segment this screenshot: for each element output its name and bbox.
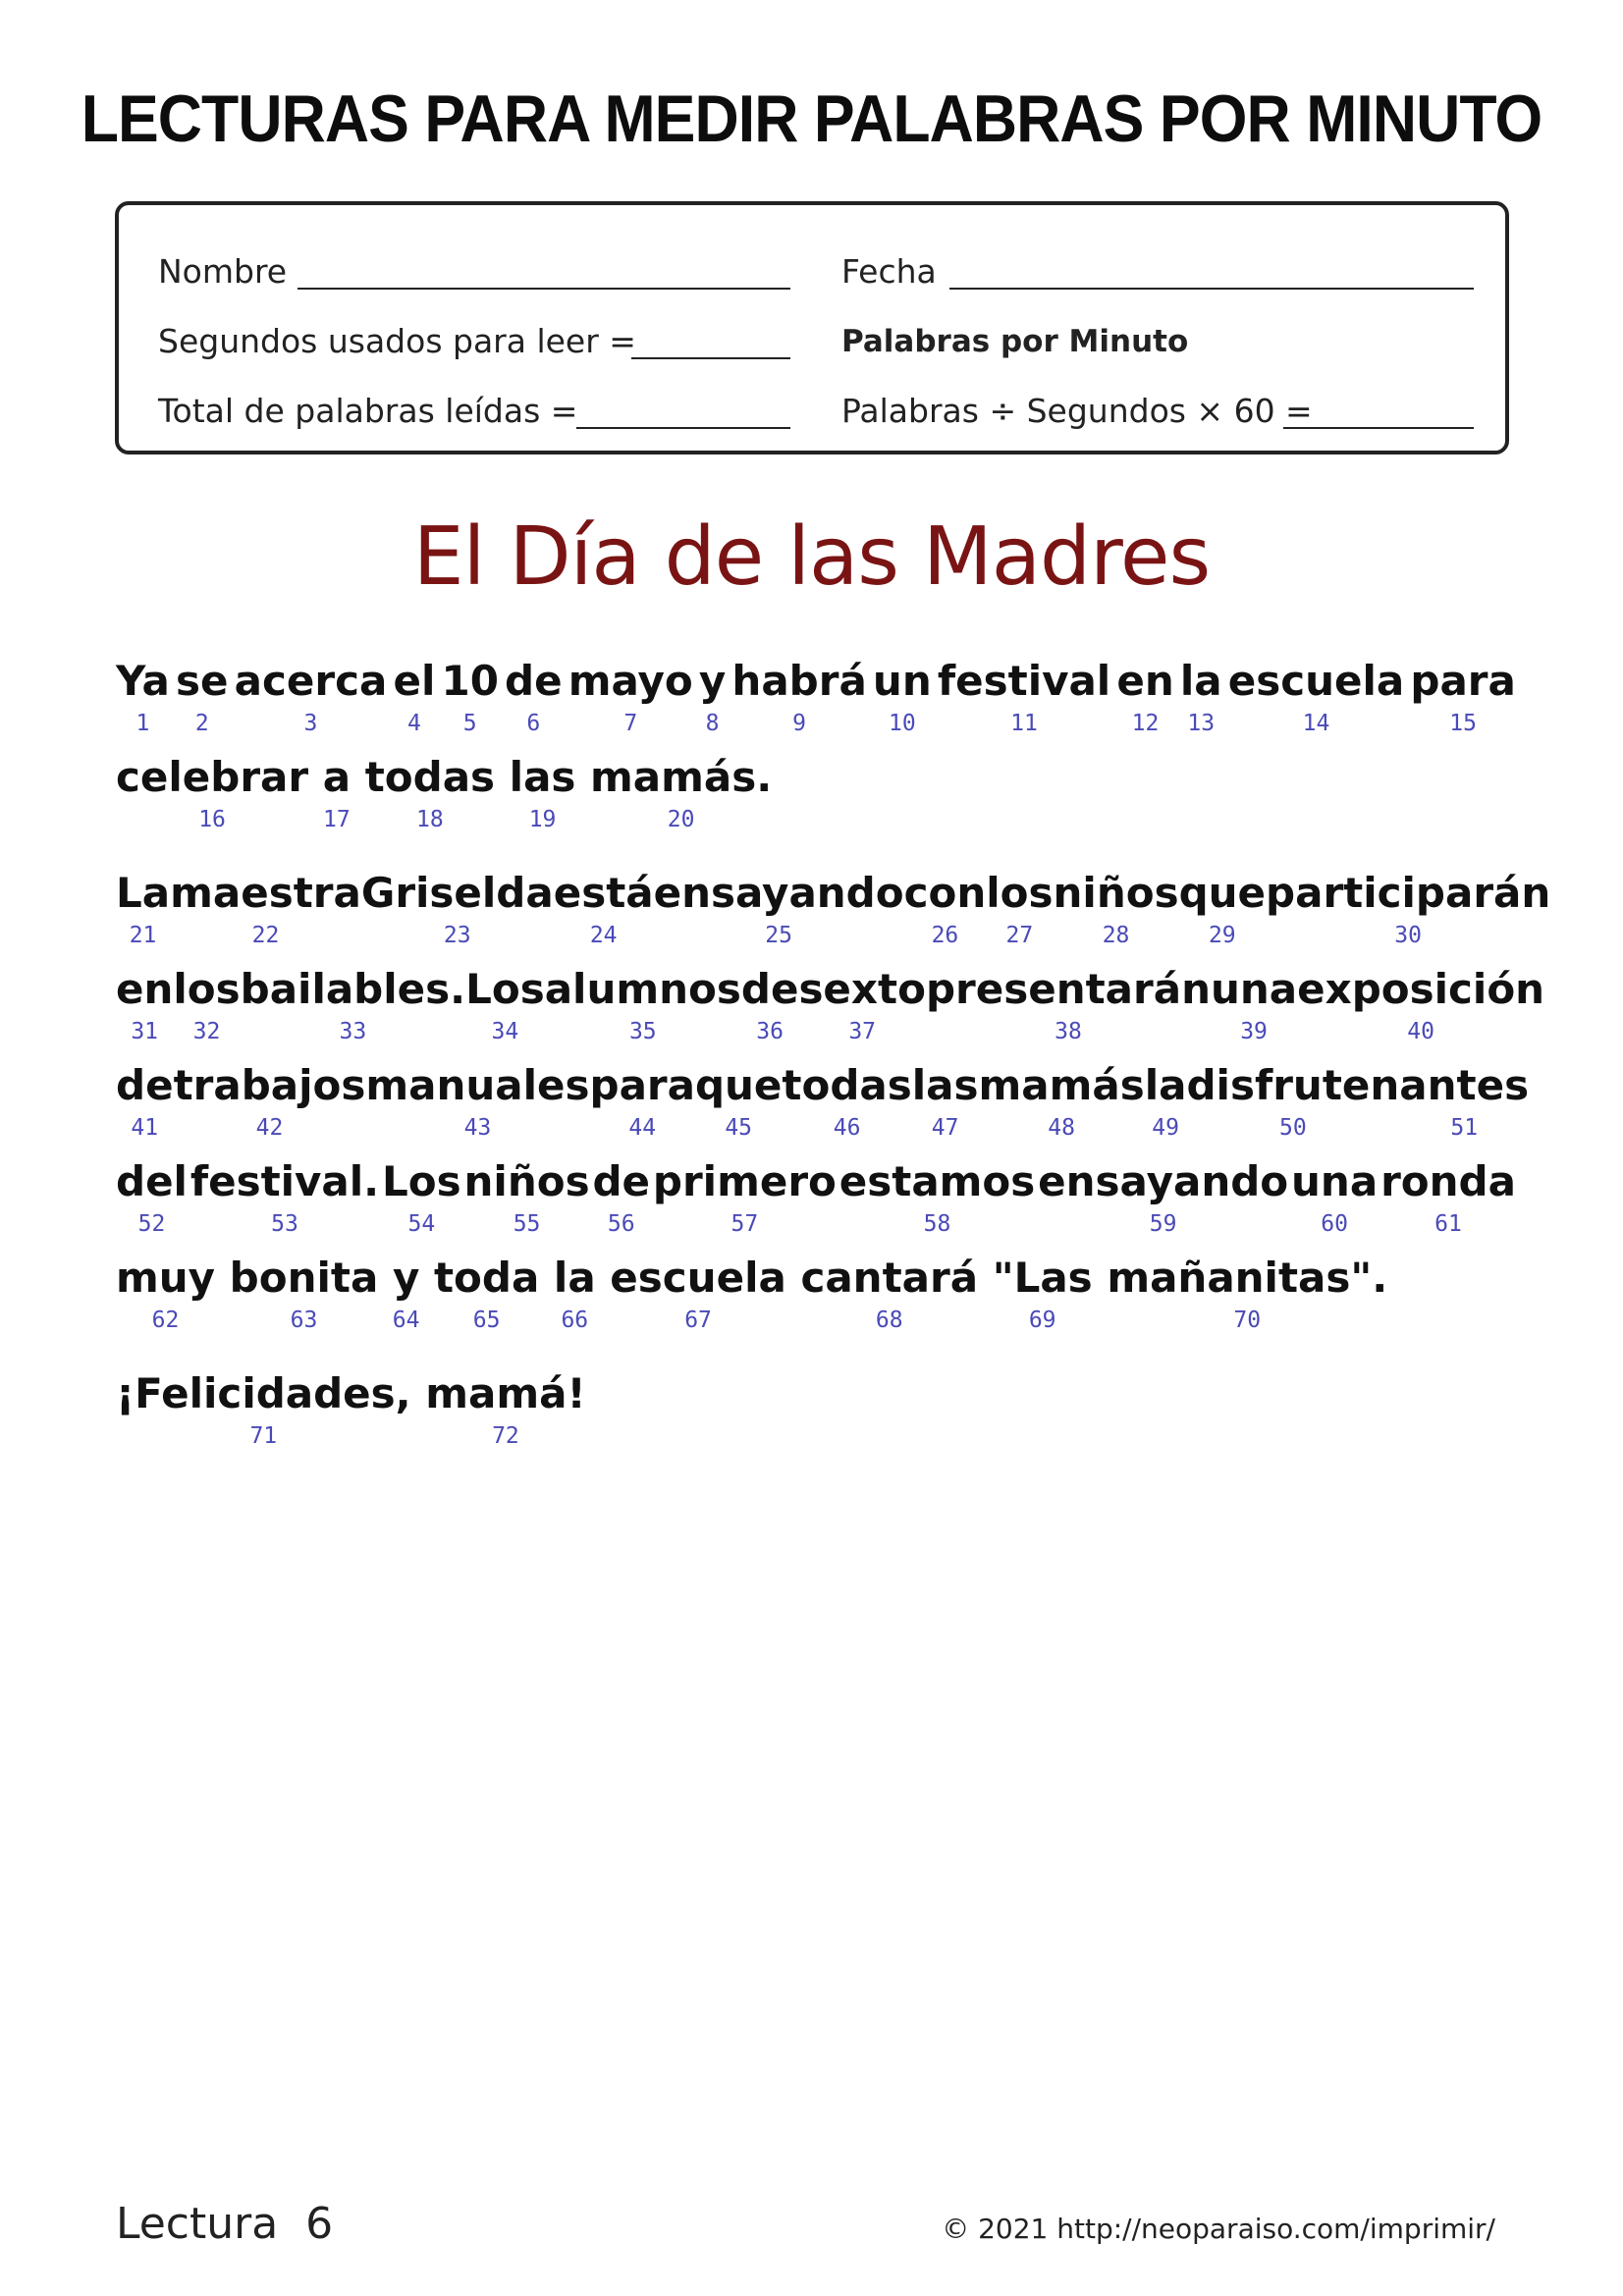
word-count-row — [116, 1308, 1516, 1337]
reading-word: las — [911, 1061, 979, 1109]
total-words-label: Total de palabras leídas = — [158, 392, 578, 430]
word-count-number: 66 — [561, 1308, 589, 1333]
word-count-number: 27 — [1005, 923, 1034, 948]
reading-word: Los — [465, 965, 545, 1013]
word-count-row — [116, 711, 1516, 740]
reading-line — [116, 1364, 1516, 1461]
reading-word: Ya — [116, 657, 170, 705]
reading-word: primero — [652, 1157, 837, 1205]
seconds-blank — [631, 357, 790, 359]
word-count-number: 60 — [1321, 1211, 1348, 1237]
reading-word: se — [176, 657, 229, 705]
date-blank — [949, 288, 1474, 290]
word-count-number: 44 — [628, 1115, 657, 1141]
reading-word: el — [393, 657, 436, 705]
word-count-number: 21 — [129, 923, 157, 948]
word-count-number: 35 — [628, 1019, 657, 1044]
reading-word: antes — [1399, 1061, 1530, 1109]
word-count-row — [116, 1423, 1516, 1453]
seconds-label: Segundos usados para leer = — [158, 322, 636, 360]
reading-line-text — [116, 1364, 1516, 1423]
word-count-number: 47 — [931, 1115, 959, 1141]
word-count-number: 15 — [1449, 711, 1477, 736]
word-count-number: 32 — [192, 1019, 221, 1044]
word-count-number: 62 — [151, 1308, 180, 1333]
total-words-blank — [576, 427, 790, 429]
date-label: Fecha — [841, 252, 937, 291]
reading-word: presentarán — [925, 965, 1211, 1013]
reading-word: la — [553, 1254, 596, 1302]
word-count-number: 6 — [526, 711, 541, 736]
reading-line — [116, 1249, 1516, 1345]
word-count-number: 10 — [888, 711, 916, 736]
word-count-number: 2 — [194, 711, 209, 736]
word-count-number: 70 — [1233, 1308, 1262, 1333]
word-count-number: 3 — [303, 711, 318, 736]
reading-word: celebrar — [116, 753, 309, 801]
reading-word: ronda — [1380, 1157, 1516, 1205]
reading-word: ensayando — [1038, 1157, 1289, 1205]
reading-word: acerca — [234, 657, 388, 705]
reading-word: de — [740, 965, 799, 1013]
name-label: Nombre — [158, 252, 288, 291]
reading-word: maestra — [170, 869, 361, 917]
reading-line-text — [116, 1249, 1516, 1308]
word-count-number: 4 — [406, 711, 421, 736]
word-count-number: 53 — [271, 1211, 298, 1237]
word-count-row — [116, 1211, 1516, 1241]
reading-line-text — [116, 1056, 1530, 1115]
reading-word: para — [589, 1061, 695, 1109]
formula-blank — [1283, 427, 1474, 429]
paragraph-gap — [116, 1345, 1516, 1364]
reading-word: "Las — [992, 1254, 1093, 1302]
reading-word: estamos — [839, 1157, 1036, 1205]
word-count-number: 43 — [463, 1115, 492, 1141]
lesson-number: Lectura 6 — [116, 2199, 334, 2249]
reading-word: de — [592, 1157, 651, 1205]
reading-line — [116, 748, 1516, 844]
reading-word: ¡Felicidades, — [116, 1369, 411, 1417]
reading-line — [116, 652, 1516, 748]
reading-line — [116, 1056, 1530, 1152]
word-count-number: 59 — [1149, 1211, 1177, 1237]
word-count-number: 61 — [1434, 1211, 1462, 1237]
word-count-number: 45 — [725, 1115, 753, 1141]
wpm-label: Palabras por Minuto — [841, 324, 1189, 359]
word-count-number: 50 — [1279, 1115, 1307, 1141]
reading-word: bonita — [229, 1254, 379, 1302]
word-count-number: 5 — [462, 711, 477, 736]
word-count-number: 26 — [931, 923, 959, 948]
word-count-number: 28 — [1102, 923, 1130, 948]
reading-word: festival — [937, 657, 1111, 705]
reading-word: trabajos — [173, 1061, 366, 1109]
reading-word: la — [1179, 657, 1222, 705]
reading-word: festival. — [189, 1157, 380, 1205]
word-count-number: 52 — [137, 1211, 166, 1237]
reading-word: las — [509, 753, 576, 801]
reading-word: un — [872, 657, 932, 705]
reading-word: manuales — [365, 1061, 590, 1109]
word-count-number: 38 — [1055, 1019, 1082, 1044]
reading-word: una — [1210, 965, 1298, 1013]
word-count-number: 65 — [472, 1308, 501, 1333]
reading-line-text — [116, 1152, 1516, 1211]
word-count-number: 49 — [1152, 1115, 1179, 1141]
copyright-notice: © 2021 http://neoparaiso.com/imprimir/ — [942, 2213, 1495, 2245]
reading-word: del — [116, 1157, 188, 1205]
word-count-number: 20 — [667, 807, 695, 832]
reading-word: disfruten — [1186, 1061, 1400, 1109]
reading-word: para — [1410, 657, 1516, 705]
word-count-number: 41 — [131, 1115, 159, 1141]
word-count-number: 1 — [135, 711, 150, 736]
word-count-number: 29 — [1208, 923, 1236, 948]
reading-word: mayo — [568, 657, 693, 705]
reading-word: participarán — [1266, 869, 1551, 917]
reading-word: que — [1178, 869, 1267, 917]
reading-line-text — [116, 652, 1516, 711]
word-count-number: 40 — [1407, 1019, 1434, 1044]
formula-label: Palabras ÷ Segundos × 60 = — [841, 392, 1313, 430]
reading-line-text — [116, 960, 1545, 1019]
word-count-number: 56 — [607, 1211, 635, 1237]
word-count-number: 18 — [416, 807, 444, 832]
reading-word: mañanitas". — [1107, 1254, 1388, 1302]
word-count-number: 14 — [1302, 711, 1330, 736]
reading-word: muy — [116, 1254, 216, 1302]
reading-title: El Día de las Madres — [412, 510, 1211, 604]
word-count-number: 72 — [492, 1423, 519, 1449]
reading-word: y — [392, 1254, 420, 1302]
word-count-number: 7 — [623, 711, 638, 736]
reading-word: alumnos — [544, 965, 741, 1013]
word-count-number: 9 — [792, 711, 807, 736]
word-count-number: 19 — [528, 807, 557, 832]
word-count-number: 13 — [1187, 711, 1216, 736]
word-count-number: 23 — [443, 923, 471, 948]
word-count-number: 17 — [323, 807, 351, 832]
word-count-number: 46 — [833, 1115, 861, 1141]
word-count-row — [116, 923, 1516, 952]
reading-word: mamás — [978, 1061, 1145, 1109]
word-count-number: 68 — [875, 1308, 903, 1333]
word-count-number: 48 — [1048, 1115, 1075, 1141]
word-count-number: 51 — [1450, 1115, 1479, 1141]
reading-word: escuela — [610, 1254, 786, 1302]
word-count-number: 71 — [249, 1423, 278, 1449]
reading-word: todas — [782, 1061, 912, 1109]
word-count-number: 39 — [1240, 1019, 1268, 1044]
word-count-number: 30 — [1394, 923, 1423, 948]
reading-word: mamás. — [590, 753, 773, 801]
word-count-number: 34 — [491, 1019, 519, 1044]
reading-word: escuela — [1227, 657, 1405, 705]
word-count-number: 58 — [923, 1211, 951, 1237]
word-count-row — [116, 1115, 1516, 1145]
word-count-number: 63 — [290, 1308, 318, 1333]
word-count-row — [116, 807, 1516, 836]
word-count-number: 69 — [1028, 1308, 1056, 1333]
word-count-number: 64 — [392, 1308, 420, 1333]
word-count-number: 37 — [848, 1019, 877, 1044]
word-count-number: 42 — [255, 1115, 284, 1141]
reading-word: de — [505, 657, 563, 705]
reading-word: mamá! — [425, 1369, 586, 1417]
reading-word: los — [173, 965, 241, 1013]
name-blank — [298, 288, 790, 290]
reading-word: ensayando — [653, 869, 904, 917]
reading-word: y — [698, 657, 727, 705]
reading-word: que — [694, 1061, 783, 1109]
reading-word: cantará — [800, 1254, 979, 1302]
word-count-number: 16 — [198, 807, 226, 832]
reading-word: la — [1144, 1061, 1187, 1109]
reading-word: está — [553, 869, 654, 917]
reading-word: niños — [463, 1157, 590, 1205]
reading-word: todas — [364, 753, 496, 801]
page-title: LECTURAS PARA MEDIR PALABRAS POR MINUTO — [81, 81, 1542, 156]
word-count-number: 33 — [339, 1019, 367, 1044]
reading-line — [116, 960, 1545, 1056]
reading-word: los — [986, 869, 1054, 917]
reading-word: en — [116, 965, 174, 1013]
reading-word: bailables. — [240, 965, 466, 1013]
reading-line-text — [116, 864, 1551, 923]
word-count-number: 57 — [730, 1211, 759, 1237]
reading-line — [116, 864, 1551, 960]
reading-word: sexto — [798, 965, 926, 1013]
reading-word: una — [1291, 1157, 1379, 1205]
word-count-number: 11 — [1010, 711, 1038, 736]
word-count-number: 25 — [765, 923, 792, 948]
reading-word: 10 — [441, 657, 499, 705]
word-count-number: 12 — [1131, 711, 1160, 736]
word-count-number: 55 — [513, 1211, 541, 1237]
word-count-number: 31 — [131, 1019, 159, 1044]
reading-word: en — [1116, 657, 1174, 705]
word-count-number: 36 — [756, 1019, 784, 1044]
reading-word: con — [903, 869, 987, 917]
word-count-number: 67 — [684, 1308, 712, 1333]
reading-passage — [116, 652, 1551, 1461]
word-count-number: 8 — [705, 711, 720, 736]
reading-word: niños — [1053, 869, 1179, 917]
reading-line — [116, 1152, 1516, 1249]
paragraph-gap — [116, 844, 1516, 864]
reading-word: de — [116, 1061, 174, 1109]
reading-word: a — [322, 753, 352, 801]
student-info-box — [115, 201, 1509, 454]
reading-word: toda — [433, 1254, 540, 1302]
reading-word: exposición — [1297, 965, 1545, 1013]
reading-line-text — [116, 748, 1516, 807]
reading-word: habrá — [731, 657, 867, 705]
reading-word: Griselda — [360, 869, 554, 917]
word-count-number: 22 — [251, 923, 280, 948]
word-count-number: 24 — [589, 923, 618, 948]
word-count-row — [116, 1019, 1516, 1048]
word-count-number: 54 — [407, 1211, 436, 1237]
reading-word: Los — [382, 1157, 461, 1205]
reading-word: La — [116, 869, 171, 917]
